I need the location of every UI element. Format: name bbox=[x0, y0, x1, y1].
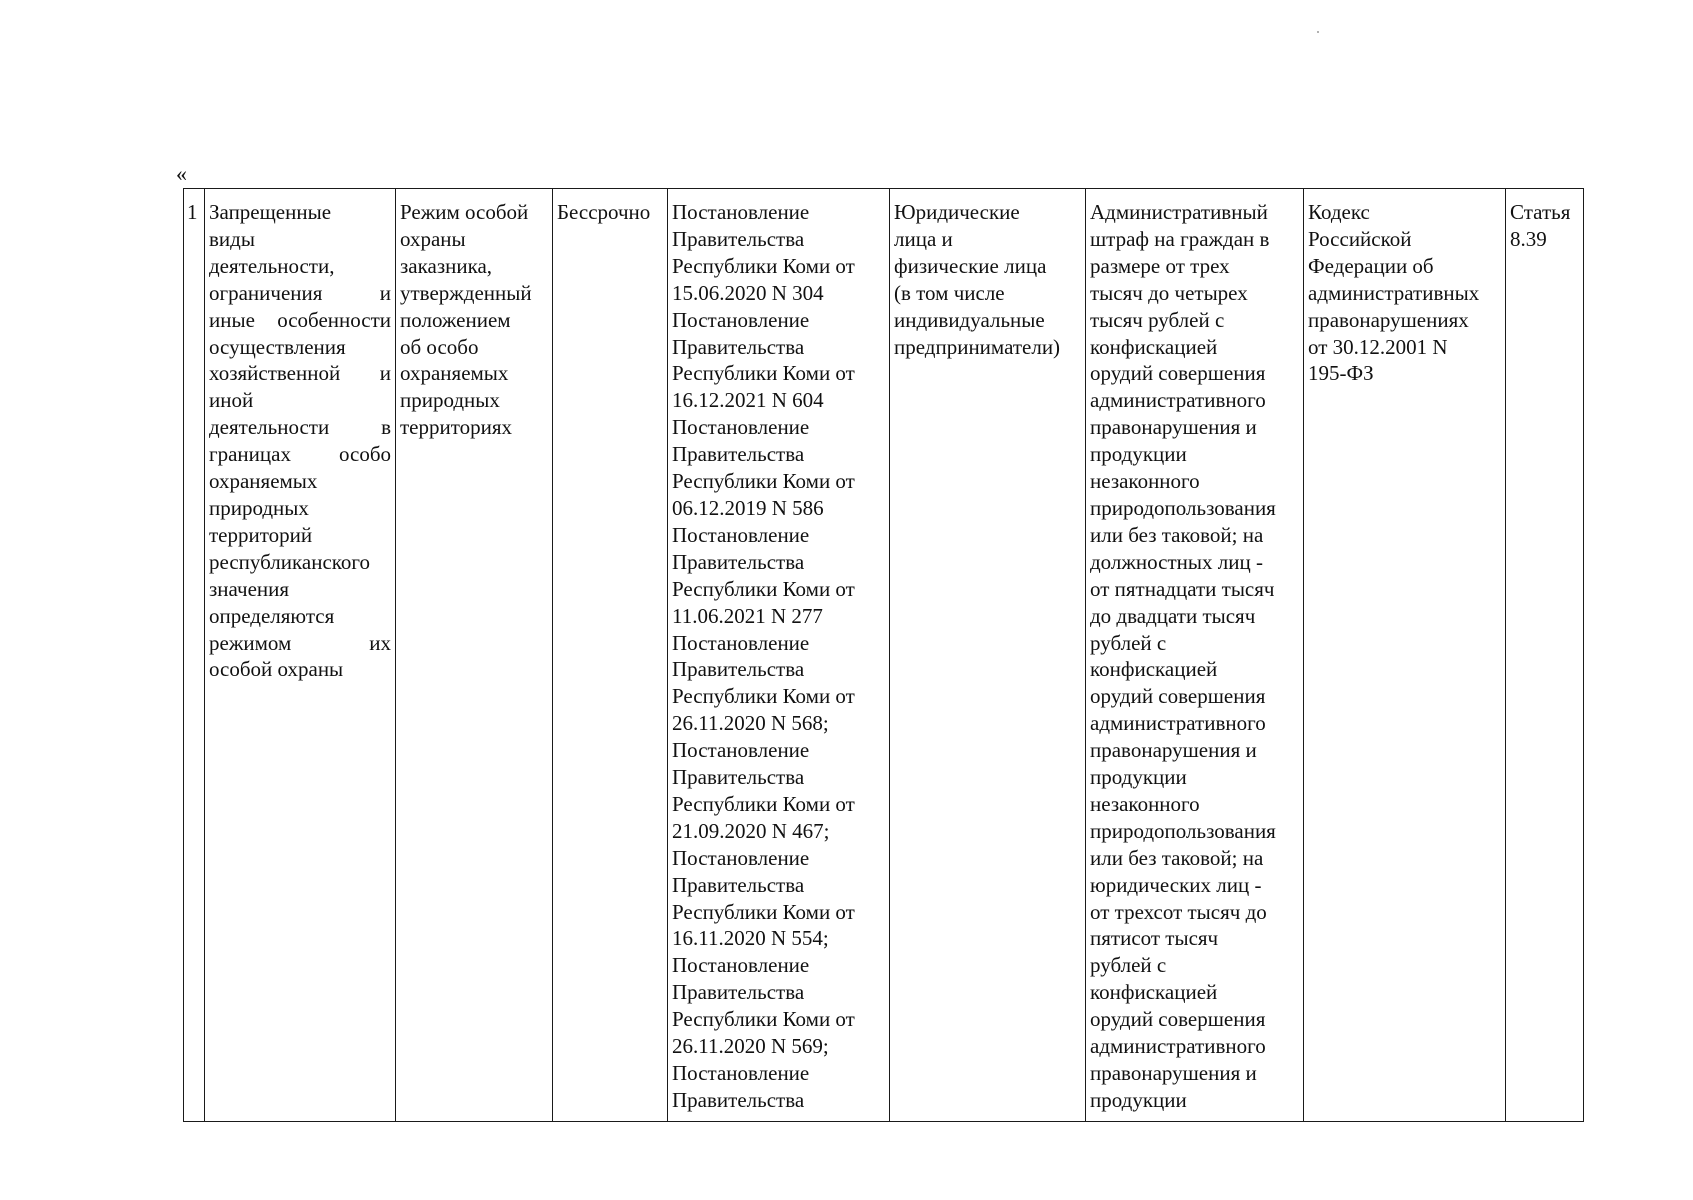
legal-act-line: Правительства bbox=[672, 980, 805, 1005]
legal-act-line: 15.06.2020 N 304 bbox=[672, 280, 824, 305]
legal-acts-text bbox=[672, 199, 885, 1114]
article-text bbox=[1510, 199, 1579, 253]
subjects-line: Юридические bbox=[894, 200, 1020, 224]
liability-line: рублей с bbox=[1090, 630, 1167, 655]
liability-line: незаконного bbox=[1090, 791, 1200, 816]
legal-act-line: Постановление bbox=[672, 738, 810, 763]
activity-line: охраняемых bbox=[209, 469, 318, 494]
legal-acts-cell bbox=[668, 189, 890, 1122]
legal-act-line: Постановление bbox=[672, 307, 810, 332]
liability-line: правонарушения и bbox=[1090, 1061, 1257, 1085]
liability-line: правонарушения и bbox=[1090, 738, 1257, 763]
legal-act-line: Республики Коми от bbox=[672, 899, 855, 924]
liability-line: до двадцати тысяч bbox=[1090, 603, 1256, 628]
activity-line: природных bbox=[209, 495, 309, 520]
liability-line: правонарушения и bbox=[1090, 415, 1257, 440]
activity-line: иной bbox=[209, 388, 254, 413]
activity-line: границах особо bbox=[209, 442, 391, 467]
liability-text bbox=[1090, 199, 1299, 1114]
legal-act-line: Республики Коми от bbox=[672, 253, 855, 278]
liability-line: административного bbox=[1090, 1034, 1266, 1059]
legal-act-line: 21.09.2020 N 467; bbox=[672, 818, 830, 843]
legal-act-line: Правительства bbox=[672, 657, 805, 682]
regime-line: охраны bbox=[400, 226, 466, 251]
activity-text bbox=[209, 199, 391, 683]
regime-line: природных bbox=[400, 388, 500, 413]
liability-line: от трехсот тысяч до bbox=[1090, 899, 1267, 924]
liability-line: продукции bbox=[1090, 765, 1187, 790]
legal-act-line: Постановление bbox=[672, 845, 810, 870]
term-cell bbox=[553, 189, 668, 1122]
regime-line: Режим особой bbox=[400, 200, 529, 224]
legal-act-line: Правительства bbox=[672, 442, 805, 467]
liability-line: административного bbox=[1090, 711, 1266, 736]
legal-act-line: 11.06.2021 N 277 bbox=[672, 603, 823, 628]
liability-line: тысяч до четырех bbox=[1090, 280, 1248, 305]
activity-cell bbox=[205, 189, 396, 1122]
table-row bbox=[184, 189, 1584, 1122]
code-text bbox=[1308, 199, 1501, 387]
legal-act-line: Республики Коми от bbox=[672, 684, 855, 709]
code-line: административных bbox=[1308, 280, 1480, 305]
liability-line: пятисот тысяч bbox=[1090, 926, 1219, 951]
liability-line: или без таковой; на bbox=[1090, 845, 1264, 870]
activity-line: ограничения и bbox=[209, 280, 391, 305]
liability-line: штраф на граждан в bbox=[1090, 226, 1270, 251]
activity-line: деятельности в bbox=[209, 415, 391, 440]
code-line: Федерации об bbox=[1308, 253, 1434, 278]
liability-line: административного bbox=[1090, 388, 1266, 413]
activity-line: деятельности, bbox=[209, 253, 335, 278]
legal-act-line: Постановление bbox=[672, 415, 810, 440]
legal-act-line: Правительства bbox=[672, 765, 805, 790]
legal-act-line: Правительства bbox=[672, 549, 805, 574]
code-line: Кодекс bbox=[1308, 200, 1370, 224]
row-number-cell bbox=[184, 189, 205, 1122]
activity-line: режимом их bbox=[209, 630, 391, 655]
liability-line: орудий совершения bbox=[1090, 684, 1266, 709]
liability-line: орудий совершения bbox=[1090, 361, 1266, 386]
liability-line: конфискацией bbox=[1090, 980, 1218, 1005]
liability-line: рублей с bbox=[1090, 953, 1167, 978]
legal-act-line: Правительства bbox=[672, 1087, 805, 1112]
liability-line: орудий совершения bbox=[1090, 1007, 1266, 1032]
code-line: 195-ФЗ bbox=[1308, 361, 1374, 386]
legal-act-line: Правительства bbox=[672, 226, 805, 251]
code-line: правонарушениях bbox=[1308, 307, 1469, 332]
legal-act-line: Республики Коми от bbox=[672, 576, 855, 601]
liability-line: от пятнадцати тысяч bbox=[1090, 576, 1275, 601]
activity-line: определяются bbox=[209, 603, 335, 628]
term-text: Бессрочно bbox=[557, 200, 651, 224]
legal-act-line: 06.12.2019 N 586 bbox=[672, 495, 824, 520]
article-cell bbox=[1506, 189, 1584, 1122]
scan-speck bbox=[1317, 31, 1319, 33]
liability-line: или без таковой; на bbox=[1090, 522, 1264, 547]
subjects-line: индивидуальные bbox=[894, 307, 1045, 332]
liability-line: продукции bbox=[1090, 1087, 1187, 1112]
liability-line: размере от трех bbox=[1090, 253, 1230, 278]
legal-act-line: Постановление bbox=[672, 200, 810, 224]
article-line: Статья bbox=[1510, 200, 1571, 224]
liability-line: Административный bbox=[1090, 200, 1268, 224]
legal-act-line: Постановление bbox=[672, 1061, 810, 1085]
code-line: от 30.12.2001 N bbox=[1308, 334, 1448, 359]
legal-act-line: Постановление bbox=[672, 630, 810, 655]
regime-line: утвержденный bbox=[400, 280, 532, 305]
code-cell bbox=[1304, 189, 1506, 1122]
legal-act-line: 26.11.2020 N 568; bbox=[672, 711, 829, 736]
activity-line: особой охраны bbox=[209, 657, 344, 682]
liability-line: природопользования bbox=[1090, 818, 1276, 843]
regime-line: охраняемых bbox=[400, 361, 509, 386]
subjects-line: физические лица bbox=[894, 253, 1047, 278]
activity-line: осуществления bbox=[209, 334, 346, 359]
activity-line: значения bbox=[209, 576, 290, 601]
regime-text bbox=[400, 199, 548, 441]
subjects-cell bbox=[890, 189, 1086, 1122]
activity-line: республиканского bbox=[209, 549, 370, 574]
legal-act-line: 26.11.2020 N 569; bbox=[672, 1034, 829, 1059]
activity-line: виды bbox=[209, 226, 255, 251]
regime-line: об особо bbox=[400, 334, 479, 359]
document-table bbox=[183, 188, 1584, 1122]
legal-act-line: Постановление bbox=[672, 522, 810, 547]
activity-line: иные особенности bbox=[209, 307, 391, 332]
subjects-line: (в том числе bbox=[894, 280, 1005, 305]
subjects-text bbox=[894, 199, 1081, 360]
liability-line: конфискацией bbox=[1090, 334, 1218, 359]
legal-act-line: Правительства bbox=[672, 872, 805, 897]
legal-act-line: Республики Коми от bbox=[672, 791, 855, 816]
legal-act-line: Правительства bbox=[672, 334, 805, 359]
opening-quote-mark: « bbox=[176, 161, 187, 186]
legal-act-line: Республики Коми от bbox=[672, 469, 855, 494]
activity-line: Запрещенные bbox=[209, 200, 332, 224]
legal-act-line: Постановление bbox=[672, 953, 810, 978]
liability-line: продукции bbox=[1090, 442, 1187, 467]
liability-line: природопользования bbox=[1090, 495, 1276, 520]
liability-line: конфискацией bbox=[1090, 657, 1218, 682]
liability-line: должностных лиц - bbox=[1090, 549, 1263, 574]
activity-line: хозяйственной и bbox=[209, 361, 391, 386]
legal-act-line: 16.12.2021 N 604 bbox=[672, 388, 824, 413]
regime-line: положением bbox=[400, 307, 511, 332]
legal-act-line: Республики Коми от bbox=[672, 1007, 855, 1032]
subjects-line: предприниматели) bbox=[894, 334, 1061, 359]
activity-line: территорий bbox=[209, 522, 313, 547]
liability-cell bbox=[1086, 189, 1304, 1122]
legal-act-line: 16.11.2020 N 554; bbox=[672, 926, 829, 951]
liability-line: юридических лиц - bbox=[1090, 872, 1262, 897]
regime-line: территориях bbox=[400, 415, 513, 440]
regime-line: заказника, bbox=[400, 253, 493, 278]
code-line: Российской bbox=[1308, 226, 1412, 251]
regime-cell bbox=[396, 189, 553, 1122]
subjects-line: лица и bbox=[894, 226, 953, 251]
liability-line: тысяч рублей с bbox=[1090, 307, 1225, 332]
article-line: 8.39 bbox=[1510, 226, 1547, 251]
legal-act-line: Республики Коми от bbox=[672, 361, 855, 386]
row-number: 1 bbox=[187, 200, 198, 224]
liability-line: незаконного bbox=[1090, 469, 1200, 494]
